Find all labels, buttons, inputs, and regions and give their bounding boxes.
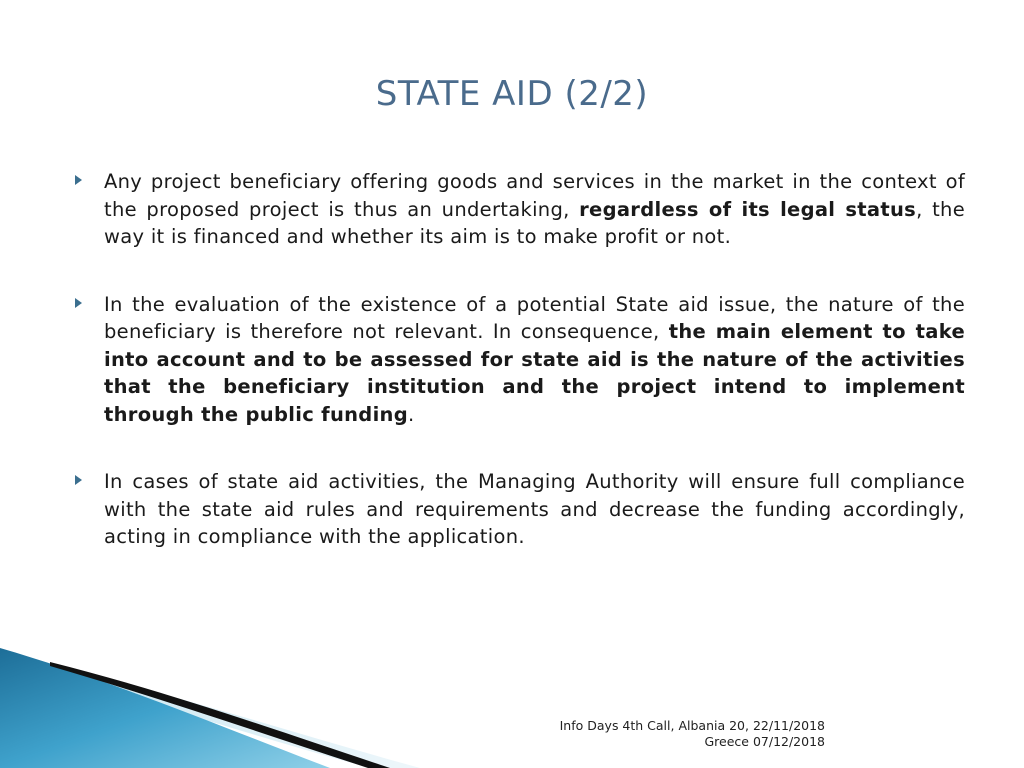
footer bbox=[560, 718, 825, 750]
slide-title: STATE AID (2/2) bbox=[375, 74, 649, 114]
bullet-text-emphasis: the main element to take into account and to be assessed for state aid is the nature of the activities that the beneficiary institution and the project intend to implement through the public funding bbox=[104, 320, 965, 426]
decorative-swoosh bbox=[0, 640, 420, 768]
bullet-text-part: , the way it is financed and whether its aim is to make profit or not. bbox=[104, 197, 965, 248]
bullet-text bbox=[104, 468, 965, 551]
footer-line: Info Days 4th Call, Albania 20, 22/11/2018 bbox=[559, 718, 825, 733]
deco-blue-band bbox=[0, 648, 330, 768]
bullet-text-part: . bbox=[408, 402, 415, 426]
bullet-text-emphasis: regardless of its legal status bbox=[579, 197, 917, 221]
triangle-bullet-icon bbox=[75, 298, 82, 308]
bullet-text-part: Any project beneficiary offering goods and services in the market in the context of the proposed project is thus an undertaking, bbox=[104, 170, 965, 221]
triangle-bullet-icon bbox=[75, 175, 82, 185]
bullet-text bbox=[104, 168, 965, 251]
bullet-text-part: In cases of state aid activities, the Managing Authority will ensure full compliance with the state aid rules and requirements and decrease the funding accordingly, acting in compliance with the application. bbox=[104, 470, 965, 548]
bullet-item bbox=[75, 468, 965, 551]
bullet-text bbox=[104, 291, 965, 429]
footer-line: Greece 07/12/2018 bbox=[704, 734, 825, 749]
bullet-item bbox=[75, 168, 965, 251]
bullet-text-part: In the evaluation of the existence of a potential State aid issue, the nature of the beneficiary is therefore not relevant. In consequence, bbox=[104, 292, 965, 343]
bullet-list bbox=[75, 168, 965, 591]
bullet-item bbox=[75, 291, 965, 429]
triangle-bullet-icon bbox=[75, 475, 82, 485]
